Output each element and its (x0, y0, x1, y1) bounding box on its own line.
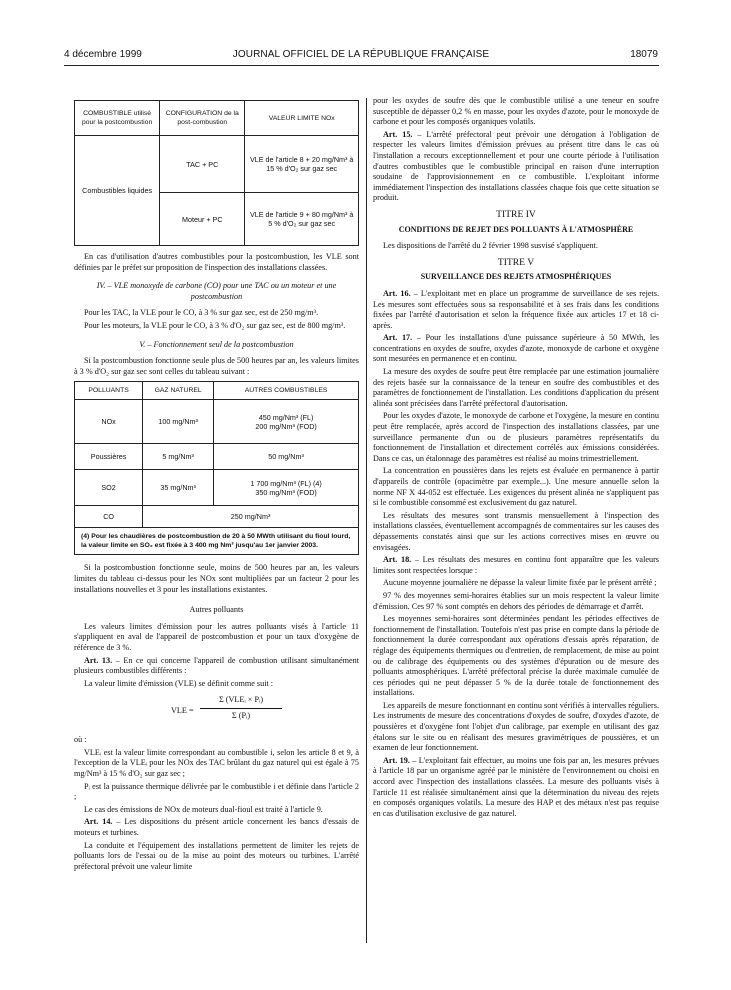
article-text: – Les résultats des mesures en continu font apparaître que les valeurs limites sont respectées lorsque : (373, 555, 659, 575)
article-text: – Pour les installations d'une puissance supérieure à 50 MWth, les concentrations en oxydes de soufre, oxydes d'azote, monoxyde de carbone et oxygène sont mesurées en permanence et en continu. (373, 333, 659, 364)
titre-heading: TITRE IV (496, 208, 536, 220)
table2-other-cell: 1 700 mg/Nm³ (FL) (4) 350 mg/Nm³ (FOD) (214, 470, 359, 506)
table2-other-cell: 50 mg/Nm³ (214, 444, 359, 470)
nox-postcombustion-table (74, 100, 359, 246)
table2-header-pollutant: POLLUANTS (75, 382, 143, 400)
table2-co-value: 250 mg/Nm³ (143, 506, 359, 528)
paragraph: VLEᵢ est la valeur limite correspondant au combustible i, selon les article 8 et 9, à l'exception de la VLEᵢ pour les NOx des TAC brûlant du gaz naturel qui est égale à 75 mg/Nm³ à 15 % d'O₂ sur gaz sec ; (74, 747, 359, 779)
table2-pollutant-cell: SO2 (75, 470, 143, 506)
page-header (64, 49, 658, 63)
paragraph: La concentration en poussières dans les rejets est évaluée en permanence à partir d'appareils de contrôle (opacimètre par exemple...). Une mesure annuelle selon la norme NF X 44-052 est effectuée. Les exigences du présent alinéa ne s'appliquent pas si le combustible consommé est exclusivement du gaz naturel. (373, 466, 659, 508)
article-16 (373, 289, 659, 331)
titre-subheading: SURVEILLANCE DES REJETS ATMOSPHÉRIQUES (420, 272, 612, 282)
paragraph: Si la postcombustion fonctionne seule, moins de 500 heures par an, les valeurs limites du tableau ci-dessus pour les NOx sont multipliées par un facteur 2 pour les installations nouvelles et 3 pour les installations existantes. (74, 563, 359, 594)
article-17 (373, 333, 659, 365)
table1-value-cell: VLE de l'article 9 + 80 mg/Nm³ à 5 % d'O₂ sur gaz sec (245, 193, 359, 246)
table2-gas-cell: 35 mg/Nm³ (143, 470, 214, 506)
table1-header-fuel: COMBUSTIBLE utilisé pour la postcombustion (75, 101, 160, 136)
article-label: Art. 14. (84, 817, 113, 827)
fraction-bar (200, 708, 282, 709)
titre-subheading: CONDITIONS DE REJET DES POLLUANTS À L'ATMOSPHÈRE (398, 224, 634, 234)
paragraph: pour les oxydes de soufre dès que le combustible utilisé a une teneur en soufre susceptible de dépasser 0,2 % en masse, pour les oxydes d'azote, pour le monoxyde de carbone et pour les composés organiques volatils. (373, 96, 659, 127)
article-text: – Les dispositions du présent article concernent les bancs d'essais de moteurs et turbines. (74, 817, 359, 838)
paragraph: Les appareils de mesure fonctionnant en continu sont vérifiés à intervalles réguliers. Les instruments de mesure des concentrations d'oxydes de soufre, d'oxydes d'azote, de poussières et d'oxygène font l'objet d'un calibrage, par exemple en utilisant des gaz étalons sur le site ou en réalisant des mesures gravimétriques de poussières, et un examen de leur fonctionnement. (373, 700, 659, 753)
vle-formula (74, 695, 359, 729)
paragraph: Les dispositions de l'arrêté du 2 février 1998 susvisé s'appliquent. (383, 241, 598, 251)
column-divider (366, 98, 367, 943)
article-label: Art. 19. (383, 755, 410, 765)
article-19 (373, 756, 659, 820)
pollutant-limits-table (74, 381, 359, 555)
left-column (74, 100, 359, 874)
article-text: – L'exploitant met en place un programme de surveillance de ses rejets. Les mesures sont effectuées sous sa responsabilité et à ses frais dans les conditions fixées par l'arrêté d'autorisation et selon la fréquence fixée aux articles 17 et 18 ci-après. (373, 288, 660, 330)
paragraph: Les résultats des mesures sont transmis mensuellement à l'inspection des installations classées, éventuellement accompagnés de commentaires sur les causes des dépassements constatés ainsi que sur les actions correctives mises en œuvre ou envisagées. (373, 510, 659, 552)
section-heading: V. – Fonctionnement seul de la postcombustion (139, 339, 294, 349)
table2-co-label: CO (75, 506, 143, 528)
paragraph: La valeur limite d'émission (VLE) se définit comme suit : (84, 678, 274, 688)
article-label: Art. 18. (383, 555, 412, 565)
paragraph: La conduite et l'équipement des installations permettent de limiter les rejets de polluants lors de l'essai ou de la mise au point des moteurs ou turbines. L'arrêté préfectoral prévoit une valeur limite (74, 840, 359, 871)
paragraph: La mesure des oxydes de soufre peut être remplacée par une estimation journalière des rejets basée sur la connaissance de la teneur en soufre des combustibles et des paramètres de fonctionnement de l'installation. Les conditions d'application du présent alinéa sont précisées dans l'arrêté préfectoral d'autorisation. (373, 367, 659, 408)
header-date: 4 décembre 1999 (64, 49, 142, 60)
article-label: Art. 17. (383, 333, 413, 343)
paragraph: Pour les oxydes d'azote, le monoxyde de carbone et l'oxygène, la mesure en continu peut être remplacée, après accord de l'inspection des installations classées, par une surveillance permanente d'un ou de plusieurs paramètres représentatifs du fonctionnement de l'installation et directement corrélés aux émissions considérées. Dans ce cas, un étalonnage des paramètres est réalisé au moins trimestriellement. (373, 411, 659, 463)
table2-gas-cell: 100 mg/Nm³ (143, 400, 214, 444)
section-heading: Autres polluants (189, 605, 244, 615)
article-label: Art. 16. (383, 288, 411, 298)
paragraph: Pour les TAC, la VLE pour le CO, à 3 % sur gaz sec, est de 250 mg/m³. (84, 308, 319, 318)
article-label: Art. 15. (383, 129, 413, 139)
right-column (373, 96, 659, 821)
paragraph: Les moyennes semi-horaires sont déterminées pendant les périodes effectives de fonctionnement de l'installation. Toutefois n'est pas prise en compte dans la période de fonctionnement la durée correspondant aux opérations d'essais après réparation, de réglage des équipements thermiques ou d'entretien, de remplacement, de mise au point ou de calibrage des équipements ou des systèmes d'épuration ou de mesure des polluants atmosphériques. L'arrêté préfectoral précise la durée maximale cumulée de ces périodes qui ne peut dépasser 5 % de la durée totale de fonctionnement des installations. (373, 614, 659, 698)
table1-fuel-cell: Combustibles liquides (75, 136, 160, 246)
formula-denominator: Σ (Pᵢ) (231, 711, 251, 721)
paragraph: En cas d'utilisation d'autres combustibles pour la postcombustion, les VLE sont définies par le préfet sur proposition de l'inspection des installations classées. (74, 252, 359, 272)
formula-lhs: VLE = (171, 706, 194, 716)
section-heading: IV. – VLE monoxyde de carbone (CO) pour une TAC ou un moteur et une postcombustion (96, 281, 337, 301)
titre-heading: TITRE V (497, 256, 535, 268)
article-text: – L'exploitant fait effectuer, au moins une fois par an, les mesures prévues à l'article 18 par un organisme agréé par le ministère de l'environnement ou choisi en accord avec l'inspection des installations classées. La mesure des polluants visés à l'article 11 est réalisée simultanément ainsi que la détermination du niveau des rejets en composés organiques volatils. La mesure des HAP et des métaux n'est pas requise en cas d'utilisation exclusive de gaz naturel. (373, 755, 659, 818)
table1-header-limit: VALEUR LIMITE NOx (245, 101, 359, 136)
table2-other-cell: 450 mg/Nm³ (FL) 200 mg/Nm³ (FOD) (214, 400, 359, 444)
paragraph: Aucune moyenne journalière ne dépasse la valeur limite fixée par le présent arrêté ; (383, 578, 657, 588)
table2-pollutant-cell: Poussières (75, 444, 143, 470)
header-rule (64, 65, 659, 66)
article-text: – L'arrêté préfectoral peut prévoir une dérogation à l'obligation de respecter les valeurs limites d'émission prévues au présent titre dans le cas où l'installation a recours exceptionnellement et pour une courte période à l'utilisation d'autres combustibles que le combustible principal en raison d'une interruption soudaine de l'approvisionnement en ce combustible. L'exploitant informe immédiatement l'inspection des installations classées chaque fois que cette situation se produit. (373, 129, 659, 203)
table2-footnote: (4) Pour les chaudières de postcombustion de 20 à 50 MWth utilisant du fioul lourd, la valeur limite en SO₂ est fixée à 3 400 mg Nm³ jusqu'au 1er janvier 2003. (75, 528, 359, 555)
header-page-number: 18079 (630, 49, 658, 60)
article-15 (373, 130, 659, 204)
table2-gas-cell: 5 mg/Nm³ (143, 444, 214, 470)
table1-header-config: CONFIGURATION de la post-combustion (160, 101, 245, 136)
article-14 (74, 817, 359, 838)
table1-config-cell: Moteur + PC (160, 193, 245, 246)
article-label: Art. 13. (84, 655, 113, 665)
paragraph: Si la postcombustion fonctionne seule plus de 500 heures par an, les valeurs limites à 3 % d'O₂ sur gaz sec sont celles du tableau suivant : (74, 356, 359, 376)
paragraph: Les valeurs limites d'émission pour les autres polluants visés à l'article 11 s'appliquent en aval de l'appareil de postcombustion et pour un taux d'oxygène de référence de 3 %. (74, 621, 359, 652)
table1-value-cell: VLE de l'article 8 + 20 mg/Nm³ à 15 % d'O₂ sur gaz sec (245, 136, 359, 193)
article-18 (373, 555, 659, 576)
table2-pollutant-cell: NOx (75, 400, 143, 444)
table1-config-cell: TAC + PC (160, 136, 245, 193)
paragraph: Pour les moteurs, la VLE pour le CO, à 3 % d'O₂ sur gaz sec, est de 800 mg/m³. (84, 320, 346, 330)
paragraph: Le cas des émissions de NOx de moteurs dual-fioul est traité à l'article 9. (84, 804, 323, 814)
table2-header-gas: GAZ NATUREL (143, 382, 214, 400)
paragraph: 97 % des moyennes semi-horaires établies sur un mois respectent la valeur limite d'émission. Ces 97 % sont comptés en dehors des périodes de démarrage et d'arrêt. (373, 590, 659, 611)
header-journal-title: JOURNAL OFFICIEL DE LA RÉPUBLIQUE FRANÇAISE (232, 49, 490, 60)
paragraph: où : (74, 735, 87, 745)
formula-numerator: Σ (VLEᵢ × Pᵢ) (218, 695, 264, 705)
article-13 (74, 656, 359, 677)
table2-header-other: AUTRES COMBUSTIBLES (214, 382, 359, 400)
article-text: – En ce qui concerne l'appareil de combustion utilisant simultanément plusieurs combustibles différents : (74, 655, 359, 676)
paragraph: Pᵢ est la puissance thermique délivrée par le combustible i et définie dans l'article 2 ; (74, 781, 359, 802)
